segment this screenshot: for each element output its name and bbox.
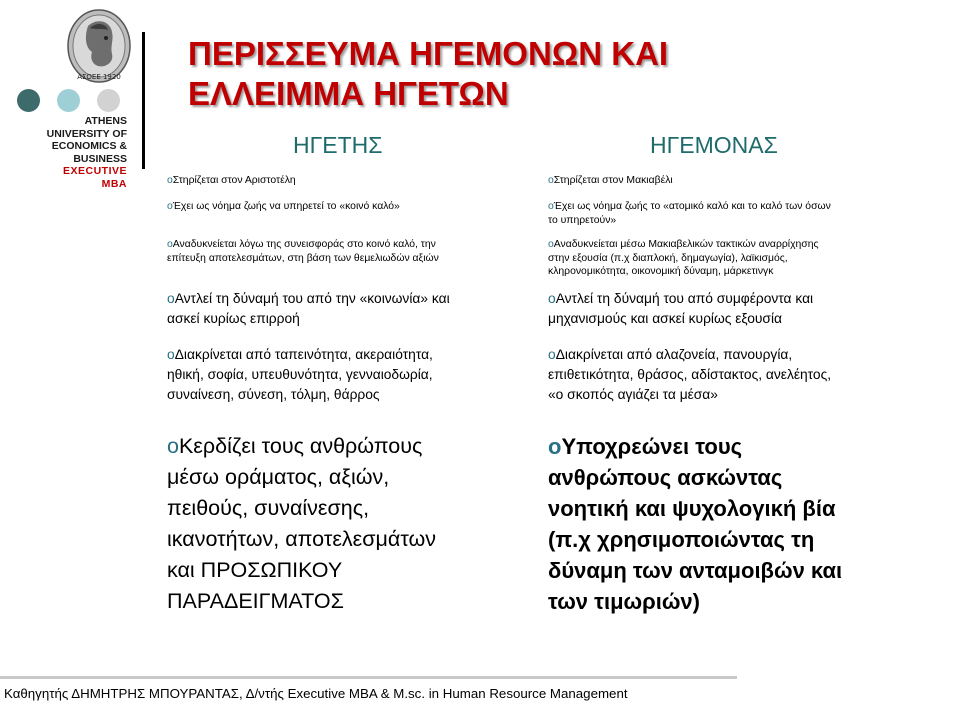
logo-dot-2 bbox=[57, 89, 80, 112]
item-text: Αναδυκνείεται μέσω Μακιαβελικών τακτικών αναρρίχησης bbox=[553, 239, 819, 250]
item-text: Αντλεί τη δύναμή του από την «κοινωνία» και bbox=[174, 291, 450, 306]
institution-name bbox=[4, 115, 127, 190]
item-text: Έχει ως νόημα ζωής το «ατομικό καλό και το καλό των όσων bbox=[553, 201, 831, 212]
bullet-icon: o bbox=[548, 201, 554, 212]
logo-dot-1 bbox=[17, 89, 40, 112]
bullet-icon: o bbox=[548, 175, 554, 186]
bullet-icon: o bbox=[167, 291, 175, 306]
institution-line: BUSINESS bbox=[73, 152, 127, 165]
list-item bbox=[167, 289, 450, 329]
university-seal-logo bbox=[66, 8, 132, 88]
item-text: Στηρίζεται στον Μακιαβέλι bbox=[553, 175, 673, 186]
item-text: το υπηρετούν» bbox=[548, 214, 617, 226]
institution-line: UNIVERSITY OF bbox=[46, 127, 127, 140]
item-text: Στηρίζεται στον Αριστοτέλη bbox=[172, 175, 296, 186]
list-item bbox=[548, 289, 813, 329]
item-text: επίτευξη αποτελεσμάτων, στη βάση των θεμελιωδών αξιών bbox=[167, 252, 439, 264]
item-text: Διακρίνεται από ταπεινότητα, ακεραιότητα, bbox=[174, 347, 433, 362]
column-heading-leader: ΗΓΕΤΗΣ bbox=[293, 132, 383, 158]
item-text: Διακρίνεται από αλαζονεία, πανουργία, bbox=[555, 347, 793, 362]
list-item bbox=[167, 238, 439, 265]
bullet-icon: o bbox=[167, 347, 175, 362]
list-item bbox=[548, 431, 842, 617]
item-text: δύναμη των ανταμοιβών και bbox=[548, 558, 843, 583]
item-text: κληρονομικότητα, οικονομική δύναμη, μάρκετινγκ bbox=[548, 266, 774, 277]
footer-divider bbox=[0, 676, 737, 679]
list-item bbox=[548, 345, 831, 405]
title-line-2: ΕΛΛΕΙΜΜΑ ΗΓΕΤΩΝ bbox=[188, 75, 509, 112]
item-text: επιθετικότητα, θράσος, αδίστακτος, ανελέητος, bbox=[548, 367, 832, 382]
item-text: (π.χ χρησιμοποιώντας τη bbox=[548, 527, 815, 552]
bullet-icon: o bbox=[548, 239, 554, 250]
institution-line: ATHENS bbox=[84, 115, 127, 127]
program-line: MBA bbox=[101, 177, 127, 190]
item-text: ασκεί κυρίως επιρροή bbox=[167, 311, 300, 326]
bullet-icon: o bbox=[167, 175, 173, 186]
institution-line: ECONOMICS & bbox=[51, 140, 127, 152]
column-heading-ruler: ΗΓΕΜΟΝΑΣ bbox=[650, 132, 778, 158]
logo-dot-3 bbox=[97, 89, 120, 112]
title-line-1: ΠΕΡΙΣΣΕΥΜΑ ΗΓΕΜΟΝΩΝ ΚΑΙ bbox=[188, 35, 669, 72]
vertical-divider bbox=[142, 32, 145, 169]
program-line: EXECUTIVE bbox=[62, 165, 127, 177]
footer-text: Καθηγητής ΔΗΜΗΤΡΗΣ ΜΠΟΥΡΑΝΤΑΣ, Δ/ντής Executive MBA & M.sc. in Human Resource Management bbox=[4, 686, 628, 701]
item-text: ΠΑΡΑΔΕΙΓΜΑΤΟΣ bbox=[167, 589, 344, 613]
bullet-icon: o bbox=[167, 434, 179, 458]
item-text: νοητική και ψυχολογική βία bbox=[548, 496, 836, 521]
item-text: πειθούς, συναίνεσης, bbox=[167, 496, 370, 520]
item-text: μηχανισμούς και ασκεί κυρίως εξουσία bbox=[548, 311, 782, 326]
item-text: Υποχρεώνει τους bbox=[561, 434, 743, 459]
list-item bbox=[548, 174, 673, 188]
item-text: Αντλεί τη δύναμή του από συμφέροντα και bbox=[555, 291, 814, 306]
bullet-icon: o bbox=[548, 434, 562, 459]
bullet-icon: o bbox=[548, 347, 556, 362]
list-item bbox=[548, 200, 831, 227]
seal-lettering: ΑΣΟΕΕ 1920 bbox=[77, 73, 121, 81]
item-text: μέσω οράματος, αξιών, bbox=[167, 465, 390, 489]
item-text: των τιμωριών) bbox=[548, 589, 700, 614]
list-item bbox=[167, 174, 296, 188]
item-text: ηθική, σοφία, υπευθυνότητα, γενναιοδωρία, bbox=[167, 367, 433, 382]
item-text: ανθρώπους ασκώντας bbox=[548, 465, 783, 490]
list-item bbox=[167, 345, 433, 405]
item-text: «ο σκοπός αγιάζει τα μέσα» bbox=[548, 387, 718, 402]
item-text: και ΠΡΟΣΩΠΙΚΟΥ bbox=[167, 558, 343, 582]
item-text: Κερδίζει τους ανθρώπους bbox=[178, 434, 423, 458]
slide-title bbox=[188, 34, 888, 114]
bullet-icon: o bbox=[548, 291, 556, 306]
bullet-icon: o bbox=[167, 201, 173, 212]
bullet-icon: o bbox=[167, 239, 173, 250]
list-item bbox=[167, 200, 400, 214]
item-text: συναίνεση, σύνεση, τόλμη, θάρρος bbox=[167, 387, 380, 402]
item-text: Έχει ως νόημα ζωής να υπηρετεί το «κοινό καλό» bbox=[172, 201, 400, 212]
list-item bbox=[548, 238, 819, 279]
item-text: ικανοτήτων, αποτελεσμάτων bbox=[167, 527, 437, 551]
item-text: Αναδυκνείεται λόγω της συνεισφοράς στο κοινό καλό, την bbox=[172, 239, 436, 250]
item-text: στην εξουσία (π.χ διαπλοκή, δημαγωγία), λαϊκισμός, bbox=[548, 252, 788, 264]
list-item bbox=[167, 431, 436, 617]
